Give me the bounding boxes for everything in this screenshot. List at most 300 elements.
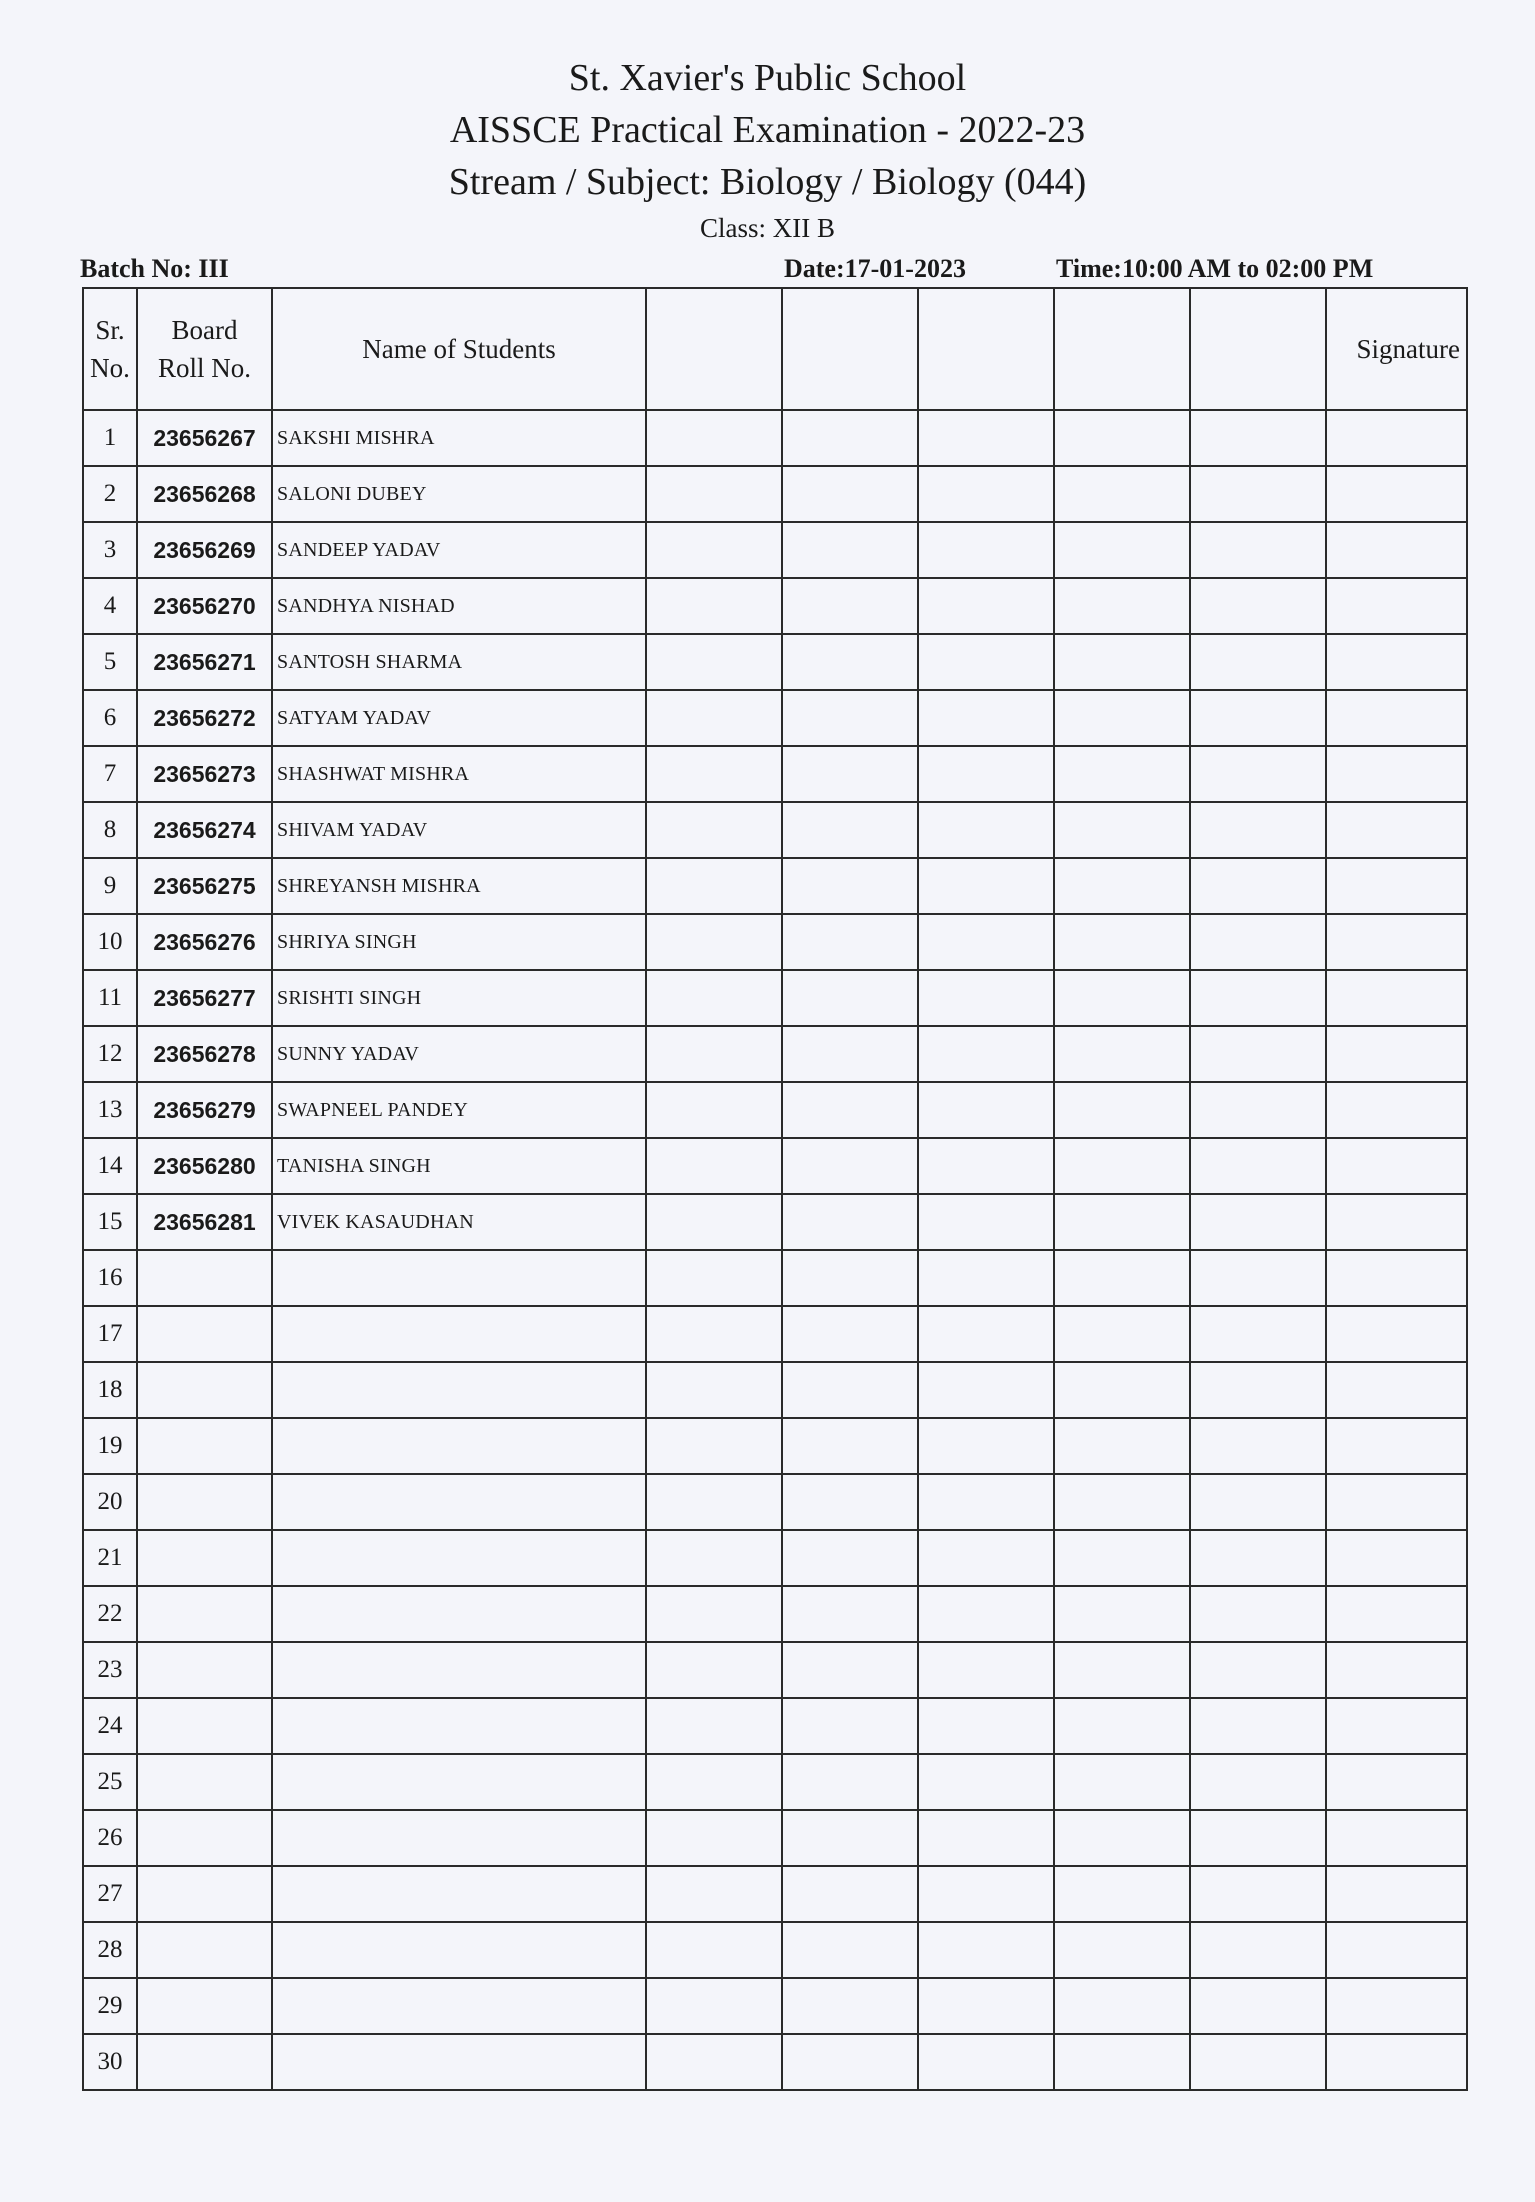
- blank-cell-5: [1190, 2034, 1326, 2090]
- sr-no-cell: 9: [83, 858, 137, 914]
- blank-cell-1: [646, 746, 782, 802]
- table-row: [83, 1922, 1467, 1978]
- blank-cell-4: [1054, 1194, 1190, 1250]
- roll-no-cell: 23656277: [137, 970, 272, 1026]
- signature-cell: [1326, 1586, 1467, 1642]
- sr-no-cell: 17: [83, 1306, 137, 1362]
- blank-cell-1: [646, 802, 782, 858]
- blank-cell-3: [918, 2034, 1054, 2090]
- signature-cell: [1326, 522, 1467, 578]
- blank-cell-5: [1190, 802, 1326, 858]
- blank-cell-1: [646, 1586, 782, 1642]
- table-row: [83, 1418, 1467, 1474]
- signature-cell: [1326, 1530, 1467, 1586]
- roll-no-cell: [137, 1866, 272, 1922]
- blank-cell-4: [1054, 690, 1190, 746]
- student-name-cell: [272, 1698, 646, 1754]
- batch-info: [80, 254, 1460, 286]
- signature-cell: [1326, 802, 1467, 858]
- blank-cell-1: [646, 578, 782, 634]
- blank-cell-3: [918, 970, 1054, 1026]
- blank-cell-5: [1190, 1362, 1326, 1418]
- sr-no-cell: 2: [83, 466, 137, 522]
- blank-cell-5: [1190, 970, 1326, 1026]
- roll-no-cell: 23656281: [137, 1194, 272, 1250]
- blank-cell-4: [1054, 858, 1190, 914]
- blank-cell-1: [646, 970, 782, 1026]
- roll-no-cell: [137, 1418, 272, 1474]
- roster-body: [83, 410, 1467, 2090]
- signature-cell: [1326, 1922, 1467, 1978]
- student-name-cell: VIVEK KASAUDHAN: [272, 1194, 646, 1250]
- blank-cell-5: [1190, 1642, 1326, 1698]
- sr-no-cell: 29: [83, 1978, 137, 2034]
- blank-cell-3: [918, 858, 1054, 914]
- blank-cell-1: [646, 1866, 782, 1922]
- signature-cell: [1326, 1250, 1467, 1306]
- student-name-cell: [272, 1642, 646, 1698]
- blank-cell-2: [782, 858, 918, 914]
- header-roll-line1: Board: [171, 315, 238, 345]
- blank-cell-2: [782, 522, 918, 578]
- blank-cell-4: [1054, 1138, 1190, 1194]
- blank-cell-4: [1054, 1866, 1190, 1922]
- blank-cell-5: [1190, 746, 1326, 802]
- blank-cell-1: [646, 1082, 782, 1138]
- blank-cell-4: [1054, 1810, 1190, 1866]
- blank-cell-4: [1054, 1362, 1190, 1418]
- roll-no-cell: [137, 1306, 272, 1362]
- blank-cell-2: [782, 1026, 918, 1082]
- sr-no-cell: 23: [83, 1642, 137, 1698]
- sr-no-cell: 21: [83, 1530, 137, 1586]
- header-roll-no: [137, 288, 272, 410]
- blank-cell-3: [918, 914, 1054, 970]
- student-name-cell: SANTOSH SHARMA: [272, 634, 646, 690]
- student-name-cell: [272, 1978, 646, 2034]
- student-name-cell: [272, 1306, 646, 1362]
- roll-no-cell: [137, 1474, 272, 1530]
- exam-title: AISSCE Practical Examination - 2022-23: [449, 109, 1086, 151]
- roll-no-cell: [137, 1810, 272, 1866]
- header-sr-no: [83, 288, 137, 410]
- blank-cell-1: [646, 634, 782, 690]
- signature-cell: [1326, 1418, 1467, 1474]
- blank-cell-2: [782, 914, 918, 970]
- blank-cell-1: [646, 2034, 782, 2090]
- student-name-cell: [272, 1250, 646, 1306]
- sr-no-cell: 8: [83, 802, 137, 858]
- blank-cell-5: [1190, 1754, 1326, 1810]
- table-row: [83, 1810, 1467, 1866]
- blank-cell-3: [918, 690, 1054, 746]
- blank-cell-1: [646, 1922, 782, 1978]
- header-blank-1: [646, 288, 782, 410]
- signature-cell: [1326, 1194, 1467, 1250]
- blank-cell-5: [1190, 914, 1326, 970]
- signature-cell: [1326, 1698, 1467, 1754]
- signature-cell: [1326, 1362, 1467, 1418]
- sr-no-cell: 7: [83, 746, 137, 802]
- blank-cell-2: [782, 1250, 918, 1306]
- blank-cell-4: [1054, 1082, 1190, 1138]
- blank-cell-5: [1190, 1082, 1326, 1138]
- roll-no-cell: [137, 2034, 272, 2090]
- blank-cell-5: [1190, 466, 1326, 522]
- blank-cell-4: [1054, 410, 1190, 466]
- signature-cell: [1326, 1754, 1467, 1810]
- blank-cell-1: [646, 1642, 782, 1698]
- sr-no-cell: 16: [83, 1250, 137, 1306]
- student-name-cell: SUNNY YADAV: [272, 1026, 646, 1082]
- student-name-cell: SWAPNEEL PANDEY: [272, 1082, 646, 1138]
- blank-cell-3: [918, 1474, 1054, 1530]
- blank-cell-3: [918, 522, 1054, 578]
- roll-no-cell: 23656279: [137, 1082, 272, 1138]
- blank-cell-5: [1190, 1922, 1326, 1978]
- student-name-cell: [272, 1586, 646, 1642]
- blank-cell-2: [782, 1754, 918, 1810]
- table-row: [83, 1642, 1467, 1698]
- blank-cell-3: [918, 1922, 1054, 1978]
- blank-cell-1: [646, 690, 782, 746]
- blank-cell-4: [1054, 1922, 1190, 1978]
- student-name-cell: SRISHTI SINGH: [272, 970, 646, 1026]
- roll-no-cell: 23656269: [137, 522, 272, 578]
- blank-cell-1: [646, 1194, 782, 1250]
- blank-cell-2: [782, 802, 918, 858]
- table-row: [83, 1306, 1467, 1362]
- blank-cell-4: [1054, 1586, 1190, 1642]
- blank-cell-1: [646, 1810, 782, 1866]
- blank-cell-1: [646, 1026, 782, 1082]
- sr-no-cell: 5: [83, 634, 137, 690]
- sr-no-cell: 13: [83, 1082, 137, 1138]
- blank-cell-5: [1190, 1586, 1326, 1642]
- blank-cell-2: [782, 466, 918, 522]
- blank-cell-1: [646, 914, 782, 970]
- roll-no-cell: 23656267: [137, 410, 272, 466]
- blank-cell-1: [646, 1418, 782, 1474]
- blank-cell-4: [1054, 1698, 1190, 1754]
- header-sr-line1: Sr.: [95, 315, 125, 345]
- student-roster-table: [82, 287, 1468, 2091]
- roll-no-cell: 23656276: [137, 914, 272, 970]
- blank-cell-5: [1190, 1978, 1326, 2034]
- blank-cell-3: [918, 802, 1054, 858]
- blank-cell-5: [1190, 1810, 1326, 1866]
- blank-cell-1: [646, 1530, 782, 1586]
- signature-cell: [1326, 746, 1467, 802]
- blank-cell-4: [1054, 1474, 1190, 1530]
- blank-cell-1: [646, 1754, 782, 1810]
- blank-cell-4: [1054, 1754, 1190, 1810]
- blank-cell-2: [782, 1418, 918, 1474]
- blank-cell-3: [918, 1082, 1054, 1138]
- blank-cell-2: [782, 1530, 918, 1586]
- blank-cell-1: [646, 858, 782, 914]
- blank-cell-5: [1190, 1474, 1326, 1530]
- signature-cell: [1326, 578, 1467, 634]
- signature-cell: [1326, 634, 1467, 690]
- blank-cell-2: [782, 1306, 918, 1362]
- blank-cell-2: [782, 1978, 918, 2034]
- blank-cell-4: [1054, 1530, 1190, 1586]
- blank-cell-3: [918, 1586, 1054, 1642]
- header-blank-3: [918, 288, 1054, 410]
- blank-cell-3: [918, 1530, 1054, 1586]
- table-row: [83, 1026, 1467, 1082]
- roll-no-cell: 23656272: [137, 690, 272, 746]
- roll-no-cell: 23656268: [137, 466, 272, 522]
- blank-cell-4: [1054, 1250, 1190, 1306]
- sr-no-cell: 6: [83, 690, 137, 746]
- student-name-cell: [272, 1474, 646, 1530]
- roll-no-cell: [137, 1642, 272, 1698]
- blank-cell-3: [918, 1194, 1054, 1250]
- blank-cell-1: [646, 466, 782, 522]
- blank-cell-3: [918, 1698, 1054, 1754]
- blank-cell-1: [646, 1698, 782, 1754]
- blank-cell-4: [1054, 1418, 1190, 1474]
- roll-no-cell: [137, 1586, 272, 1642]
- table-row: [83, 466, 1467, 522]
- sr-no-cell: 11: [83, 970, 137, 1026]
- signature-cell: [1326, 1810, 1467, 1866]
- student-name-cell: SANDEEP YADAV: [272, 522, 646, 578]
- sr-no-cell: 24: [83, 1698, 137, 1754]
- signature-cell: [1326, 1978, 1467, 2034]
- roll-no-cell: 23656273: [137, 746, 272, 802]
- blank-cell-1: [646, 1474, 782, 1530]
- student-name-cell: [272, 1810, 646, 1866]
- blank-cell-3: [918, 1362, 1054, 1418]
- table-row: [83, 578, 1467, 634]
- student-name-cell: [272, 1362, 646, 1418]
- blank-cell-2: [782, 746, 918, 802]
- table-row: [83, 1250, 1467, 1306]
- table-row: [83, 1362, 1467, 1418]
- blank-cell-2: [782, 1922, 918, 1978]
- table-row: [83, 1754, 1467, 1810]
- signature-cell: [1326, 970, 1467, 1026]
- blank-cell-1: [646, 1250, 782, 1306]
- blank-cell-3: [918, 1250, 1054, 1306]
- blank-cell-2: [782, 1194, 918, 1250]
- sr-no-cell: 26: [83, 1810, 137, 1866]
- blank-cell-3: [918, 1810, 1054, 1866]
- blank-cell-4: [1054, 2034, 1190, 2090]
- blank-cell-4: [1054, 914, 1190, 970]
- student-name-cell: SHIVAM YADAV: [272, 802, 646, 858]
- roll-no-cell: [137, 1754, 272, 1810]
- table-row: [83, 2034, 1467, 2090]
- table-row: [83, 1698, 1467, 1754]
- blank-cell-3: [918, 1866, 1054, 1922]
- blank-cell-4: [1054, 1642, 1190, 1698]
- sr-no-cell: 12: [83, 1026, 137, 1082]
- school-name: St. Xavier's Public School: [568, 57, 967, 99]
- table-row: [83, 1138, 1467, 1194]
- header-blank-5: [1190, 288, 1326, 410]
- student-name-cell: [272, 1418, 646, 1474]
- blank-cell-4: [1054, 522, 1190, 578]
- header-roll-line2: Roll No.: [157, 353, 251, 383]
- blank-cell-2: [782, 634, 918, 690]
- table-row: [83, 1866, 1467, 1922]
- student-name-cell: SHASHWAT MISHRA: [272, 746, 646, 802]
- blank-cell-5: [1190, 690, 1326, 746]
- batch-number: Batch No: III: [80, 254, 229, 283]
- blank-cell-4: [1054, 466, 1190, 522]
- blank-cell-1: [646, 1362, 782, 1418]
- blank-cell-2: [782, 1810, 918, 1866]
- student-name-cell: [272, 1530, 646, 1586]
- blank-cell-2: [782, 2034, 918, 2090]
- exam-time: Time:10:00 AM to 02:00 PM: [1056, 254, 1374, 283]
- blank-cell-2: [782, 1698, 918, 1754]
- blank-cell-1: [646, 522, 782, 578]
- signature-cell: [1326, 858, 1467, 914]
- blank-cell-5: [1190, 1138, 1326, 1194]
- roll-no-cell: 23656280: [137, 1138, 272, 1194]
- blank-cell-5: [1190, 1530, 1326, 1586]
- student-name-cell: [272, 1866, 646, 1922]
- table-row: [83, 1530, 1467, 1586]
- blank-cell-2: [782, 1866, 918, 1922]
- student-name-cell: SHREYANSH MISHRA: [272, 858, 646, 914]
- table-row: [83, 802, 1467, 858]
- blank-cell-3: [918, 578, 1054, 634]
- student-name-cell: [272, 1754, 646, 1810]
- blank-cell-2: [782, 578, 918, 634]
- student-name-cell: TANISHA SINGH: [272, 1138, 646, 1194]
- blank-cell-3: [918, 1026, 1054, 1082]
- sr-no-cell: 10: [83, 914, 137, 970]
- blank-cell-3: [918, 1754, 1054, 1810]
- roll-no-cell: 23656278: [137, 1026, 272, 1082]
- sr-no-cell: 3: [83, 522, 137, 578]
- blank-cell-5: [1190, 1194, 1326, 1250]
- blank-cell-2: [782, 1642, 918, 1698]
- blank-cell-2: [782, 1138, 918, 1194]
- signature-cell: [1326, 1642, 1467, 1698]
- blank-cell-3: [918, 1306, 1054, 1362]
- table-row: [83, 858, 1467, 914]
- sr-no-cell: 15: [83, 1194, 137, 1250]
- sr-no-cell: 27: [83, 1866, 137, 1922]
- sr-no-cell: 20: [83, 1474, 137, 1530]
- blank-cell-5: [1190, 858, 1326, 914]
- roll-no-cell: 23656275: [137, 858, 272, 914]
- sr-no-cell: 14: [83, 1138, 137, 1194]
- blank-cell-5: [1190, 1306, 1326, 1362]
- signature-cell: [1326, 1866, 1467, 1922]
- signature-cell: [1326, 410, 1467, 466]
- student-name-cell: SATYAM YADAV: [272, 690, 646, 746]
- signature-cell: [1326, 2034, 1467, 2090]
- blank-cell-2: [782, 1362, 918, 1418]
- blank-cell-1: [646, 410, 782, 466]
- blank-cell-3: [918, 634, 1054, 690]
- blank-cell-3: [918, 1642, 1054, 1698]
- student-name-cell: [272, 1922, 646, 1978]
- signature-cell: [1326, 1138, 1467, 1194]
- roll-no-cell: [137, 1362, 272, 1418]
- blank-cell-5: [1190, 410, 1326, 466]
- header-signature: Signature: [1326, 288, 1467, 410]
- document-header: [0, 52, 1535, 248]
- blank-cell-5: [1190, 1250, 1326, 1306]
- roll-no-cell: [137, 1250, 272, 1306]
- roll-no-cell: [137, 1922, 272, 1978]
- blank-cell-4: [1054, 1306, 1190, 1362]
- sr-no-cell: 25: [83, 1754, 137, 1810]
- blank-cell-4: [1054, 578, 1190, 634]
- sr-no-cell: 1: [83, 410, 137, 466]
- header-blank-4: [1054, 288, 1190, 410]
- table-row: [83, 1978, 1467, 2034]
- blank-cell-5: [1190, 634, 1326, 690]
- table-row: [83, 634, 1467, 690]
- roll-no-cell: 23656274: [137, 802, 272, 858]
- student-name-cell: SALONI DUBEY: [272, 466, 646, 522]
- sr-no-cell: 30: [83, 2034, 137, 2090]
- blank-cell-2: [782, 690, 918, 746]
- blank-cell-5: [1190, 1418, 1326, 1474]
- blank-cell-4: [1054, 970, 1190, 1026]
- blank-cell-3: [918, 1418, 1054, 1474]
- table-row: [83, 522, 1467, 578]
- blank-cell-5: [1190, 1698, 1326, 1754]
- blank-cell-4: [1054, 634, 1190, 690]
- student-name-cell: SAKSHI MISHRA: [272, 410, 646, 466]
- blank-cell-4: [1054, 802, 1190, 858]
- table-row: [83, 1082, 1467, 1138]
- sr-no-cell: 22: [83, 1586, 137, 1642]
- signature-cell: [1326, 466, 1467, 522]
- blank-cell-2: [782, 410, 918, 466]
- header-sr-line2: No.: [90, 353, 130, 383]
- signature-cell: [1326, 1474, 1467, 1530]
- blank-cell-2: [782, 1586, 918, 1642]
- header-blank-2: [782, 288, 918, 410]
- roll-no-cell: 23656270: [137, 578, 272, 634]
- blank-cell-2: [782, 970, 918, 1026]
- blank-cell-5: [1190, 1866, 1326, 1922]
- table-row: [83, 970, 1467, 1026]
- student-name-cell: SANDHYA NISHAD: [272, 578, 646, 634]
- blank-cell-4: [1054, 1026, 1190, 1082]
- blank-cell-1: [646, 1138, 782, 1194]
- table-row: [83, 690, 1467, 746]
- roll-no-cell: [137, 1530, 272, 1586]
- blank-cell-3: [918, 746, 1054, 802]
- blank-cell-4: [1054, 1978, 1190, 2034]
- blank-cell-3: [918, 1978, 1054, 2034]
- blank-cell-3: [918, 1138, 1054, 1194]
- table-row: [83, 1194, 1467, 1250]
- student-name-cell: [272, 2034, 646, 2090]
- blank-cell-3: [918, 410, 1054, 466]
- student-name-cell: SHRIYA SINGH: [272, 914, 646, 970]
- roll-no-cell: 23656271: [137, 634, 272, 690]
- blank-cell-4: [1054, 746, 1190, 802]
- sr-no-cell: 19: [83, 1418, 137, 1474]
- sr-no-cell: 4: [83, 578, 137, 634]
- roll-no-cell: [137, 1978, 272, 2034]
- sr-no-cell: 18: [83, 1362, 137, 1418]
